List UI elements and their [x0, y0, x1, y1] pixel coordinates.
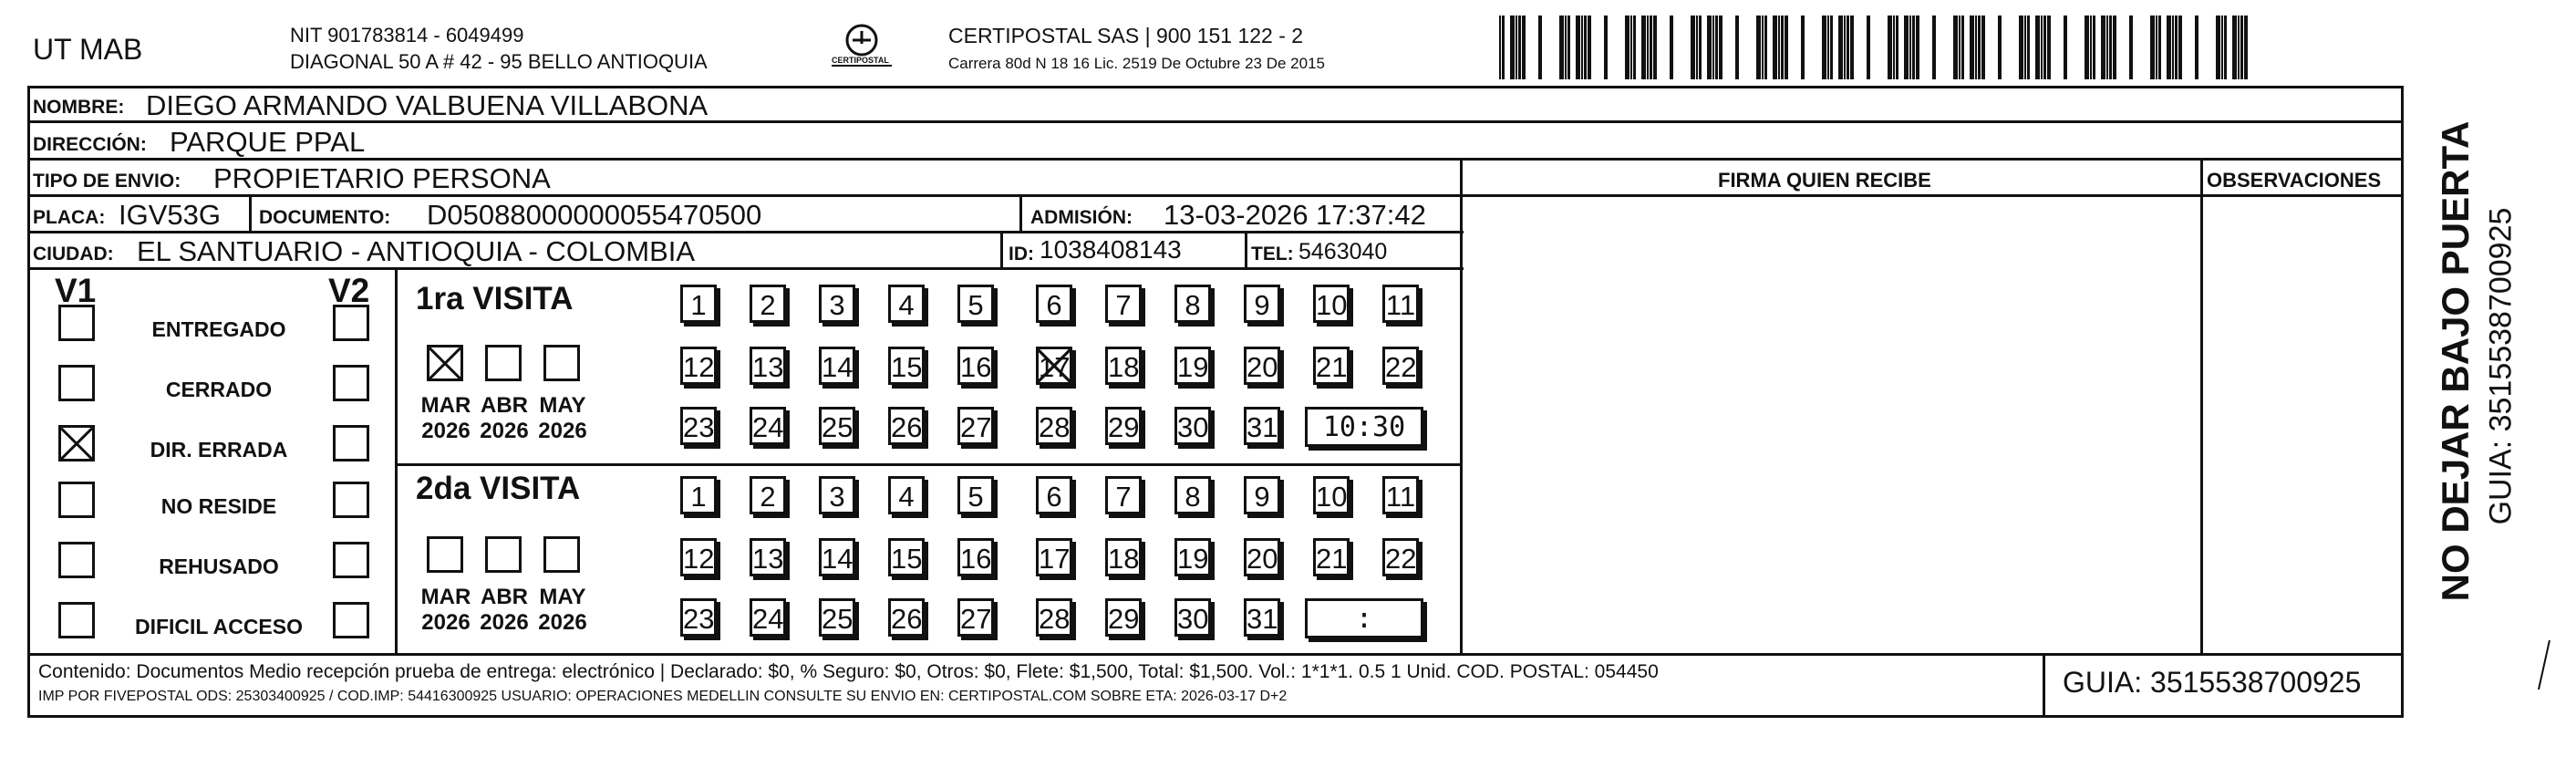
- side-panel: [2415, 109, 2519, 629]
- day-box[interactable]: 17: [1036, 538, 1072, 576]
- day-box[interactable]: 1: [680, 285, 717, 323]
- day-box[interactable]: 2: [750, 476, 786, 514]
- status-label: ENTREGADO: [151, 317, 286, 341]
- day-box[interactable]: 7: [1105, 285, 1142, 323]
- footer-content: Contenido: Documentos Medio recepción prueba de entrega: electrónico | Declarado: $0, % Seguro: $0, Otros: $0, Flete: $1,500, Total: $1,500. Vol.: 1*1*1. 0.5 1 Unid. COD. POSTAL: 054450: [38, 661, 1659, 682]
- direccion-value: PARQUE PPAL: [170, 126, 366, 158]
- observaciones-header: OBSERVACIONES: [2207, 169, 2382, 192]
- placa-label: PLACA:: [33, 207, 106, 228]
- month-label: MAR: [420, 585, 471, 609]
- day-box[interactable]: 31: [1244, 407, 1280, 445]
- carrier-license: Carrera 80d N 18 16 Lic. 2519 De Octubre 23 De 2015: [948, 55, 1325, 72]
- day-box[interactable]: 11: [1382, 285, 1419, 323]
- day-box[interactable]: 16: [957, 538, 994, 576]
- admision-value: 13-03-2026 17:37:42: [1164, 199, 1426, 231]
- nombre-label: NOMBRE:: [33, 97, 125, 118]
- month-checkbox[interactable]: [427, 345, 463, 381]
- day-box[interactable]: 29: [1105, 407, 1142, 445]
- company-address: DIAGONAL 50 A # 42 - 95 BELLO ANTIOQUIA: [290, 50, 708, 73]
- day-box[interactable]: 13: [750, 538, 786, 576]
- v2-checkbox[interactable]: [333, 542, 369, 578]
- day-box[interactable]: 12: [680, 347, 717, 385]
- month-checkbox[interactable]: [543, 345, 580, 381]
- status-label: REHUSADO: [159, 555, 279, 578]
- month-label: ABR: [481, 585, 528, 609]
- day-box[interactable]: 20: [1244, 347, 1280, 385]
- month-checkbox[interactable]: [485, 345, 522, 381]
- day-box[interactable]: 19: [1174, 538, 1211, 576]
- day-box[interactable]: 5: [957, 476, 994, 514]
- day-box[interactable]: 30: [1174, 598, 1211, 637]
- year-label: 2026: [480, 419, 529, 443]
- v1-checkbox[interactable]: [58, 542, 95, 578]
- footer-print-info: IMP POR FIVEPOSTAL ODS: 25303400925 / COD.IMP: 54416300925 USUARIO: OPERACIONES MEDELLIN CONSULTE SU ENVIO EN: CERTIPOSTAL.COM SOBRE ETA: 2026-03-17 D+2: [38, 689, 1288, 704]
- day-box[interactable]: 9: [1244, 285, 1280, 323]
- day-box[interactable]: 9: [1244, 476, 1280, 514]
- day-box[interactable]: 10: [1313, 476, 1350, 514]
- no-dejar-warning: NO DEJAR BAJO PUERTA: [2434, 120, 2477, 602]
- year-label: 2026: [421, 610, 471, 635]
- month-checkbox[interactable]: [485, 536, 522, 573]
- day-box[interactable]: 10: [1313, 285, 1350, 323]
- day-box[interactable]: 8: [1174, 476, 1211, 514]
- day-box[interactable]: 4: [888, 476, 925, 514]
- day-box[interactable]: 30: [1174, 407, 1211, 445]
- day-box[interactable]: 12: [680, 538, 717, 576]
- v1-checkbox[interactable]: [58, 425, 95, 461]
- day-box[interactable]: 8: [1174, 285, 1211, 323]
- day-box[interactable]: 27: [957, 407, 994, 445]
- v2-checkbox[interactable]: [333, 602, 369, 638]
- day-box[interactable]: 20: [1244, 538, 1280, 576]
- day-box[interactable]: 18: [1105, 347, 1142, 385]
- time-box[interactable]: :: [1305, 598, 1423, 638]
- documento-label: DOCUMENTO:: [259, 207, 391, 228]
- firma-header: FIRMA QUIEN RECIBE: [1718, 169, 1931, 192]
- month-label: ABR: [481, 393, 528, 418]
- day-box[interactable]: 15: [888, 538, 925, 576]
- status-label: DIFICIL ACCESO: [134, 615, 303, 638]
- id-label: ID:: [1009, 244, 1034, 264]
- day-box[interactable]: 26: [888, 598, 925, 637]
- v1-checkbox[interactable]: [58, 365, 95, 401]
- v1-checkbox[interactable]: [58, 482, 95, 518]
- time-box[interactable]: 10:30: [1305, 407, 1423, 447]
- day-box[interactable]: 14: [819, 538, 855, 576]
- v1-checkbox[interactable]: [58, 602, 95, 638]
- id-value: 1038408143: [1040, 235, 1182, 264]
- side-guia: GUIA: 3515538700925: [2483, 207, 2519, 525]
- v2-checkbox[interactable]: [333, 365, 369, 401]
- day-box[interactable]: 24: [750, 407, 786, 445]
- day-box[interactable]: 26: [888, 407, 925, 445]
- company-nit: NIT 901783814 - 6049499: [290, 24, 524, 47]
- v2-header: V2: [328, 272, 370, 309]
- footer-guia: GUIA: 3515538700925: [2063, 666, 2362, 699]
- day-box[interactable]: 11: [1382, 476, 1419, 514]
- month-checkbox[interactable]: [427, 536, 463, 573]
- day-box[interactable]: 21: [1313, 538, 1350, 576]
- direccion-label: DIRECCIÓN:: [33, 134, 147, 155]
- status-label: NO RESIDE: [160, 494, 277, 518]
- visit2-title: 2da VISITA: [416, 471, 581, 506]
- day-box[interactable]: 4: [888, 285, 925, 323]
- month-label: MAR: [420, 393, 471, 418]
- tipo-envio-label: TIPO DE ENVIO:: [33, 171, 181, 192]
- barcode: [1499, 16, 2258, 79]
- status-label: DIR. ERRADA: [150, 438, 288, 461]
- tipo-envio-value: PROPIETARIO PERSONA: [213, 162, 551, 194]
- year-label: 2026: [421, 419, 471, 443]
- day-box[interactable]: 21: [1313, 347, 1350, 385]
- v2-checkbox[interactable]: [333, 482, 369, 518]
- day-box[interactable]: 25: [819, 407, 855, 445]
- day-box[interactable]: 22: [1382, 538, 1419, 576]
- tel-label: TEL:: [1251, 244, 1294, 264]
- day-box[interactable]: 25: [819, 598, 855, 637]
- day-box[interactable]: 1: [680, 476, 717, 514]
- admision-label: ADMISIÓN:: [1030, 207, 1133, 228]
- day-box[interactable]: 17: [1036, 347, 1072, 385]
- year-label: 2026: [538, 419, 587, 443]
- v1-checkbox[interactable]: [58, 305, 95, 341]
- month-label: MAY: [539, 393, 586, 418]
- ciudad-label: CIUDAD:: [33, 244, 114, 264]
- carrier-name: CERTIPOSTAL SAS | 900 151 122 - 2: [948, 24, 1304, 47]
- day-box[interactable]: 7: [1105, 476, 1142, 514]
- day-box[interactable]: 19: [1174, 347, 1211, 385]
- margin-mark: [2535, 638, 2553, 693]
- day-box[interactable]: 29: [1105, 598, 1142, 637]
- day-box[interactable]: 6: [1036, 476, 1072, 514]
- visit1-title: 1ra VISITA: [416, 281, 574, 316]
- placa-value: IGV53G: [119, 199, 221, 231]
- documento-value: D05088000000055470500: [427, 199, 762, 231]
- status-label: CERRADO: [165, 378, 273, 401]
- day-box[interactable]: 2: [750, 285, 786, 323]
- year-label: 2026: [480, 610, 529, 635]
- day-box[interactable]: 31: [1244, 598, 1280, 637]
- day-box[interactable]: 3: [819, 476, 855, 514]
- ciudad-value: EL SANTUARIO - ANTIOQUIA - COLOMBIA: [137, 235, 696, 267]
- day-box[interactable]: 24: [750, 598, 786, 637]
- day-box[interactable]: 23: [680, 407, 717, 445]
- day-box[interactable]: 28: [1036, 598, 1072, 637]
- logo-text: CERTIPOSTAL: [832, 56, 889, 65]
- day-box[interactable]: 28: [1036, 407, 1072, 445]
- day-box[interactable]: 23: [680, 598, 717, 637]
- company-name: UT MAB: [33, 33, 143, 66]
- day-box[interactable]: 3: [819, 285, 855, 323]
- month-label: MAY: [539, 585, 586, 609]
- year-label: 2026: [538, 610, 587, 635]
- day-box[interactable]: 22: [1382, 347, 1419, 385]
- day-box[interactable]: 5: [957, 285, 994, 323]
- day-box[interactable]: 16: [957, 347, 994, 385]
- v1-header: V1: [55, 272, 97, 309]
- day-box[interactable]: 15: [888, 347, 925, 385]
- month-checkbox[interactable]: [543, 536, 580, 573]
- day-box[interactable]: 13: [750, 347, 786, 385]
- v2-checkbox[interactable]: [333, 425, 369, 461]
- tel-value: 5463040: [1298, 239, 1388, 264]
- nombre-value: DIEGO ARMANDO VALBUENA VILLABONA: [146, 89, 709, 121]
- day-box[interactable]: 18: [1105, 538, 1142, 576]
- day-box[interactable]: 14: [819, 347, 855, 385]
- day-box[interactable]: 27: [957, 598, 994, 637]
- day-box[interactable]: 6: [1036, 285, 1072, 323]
- certipostal-logo: [812, 20, 912, 75]
- v2-checkbox[interactable]: [333, 305, 369, 341]
